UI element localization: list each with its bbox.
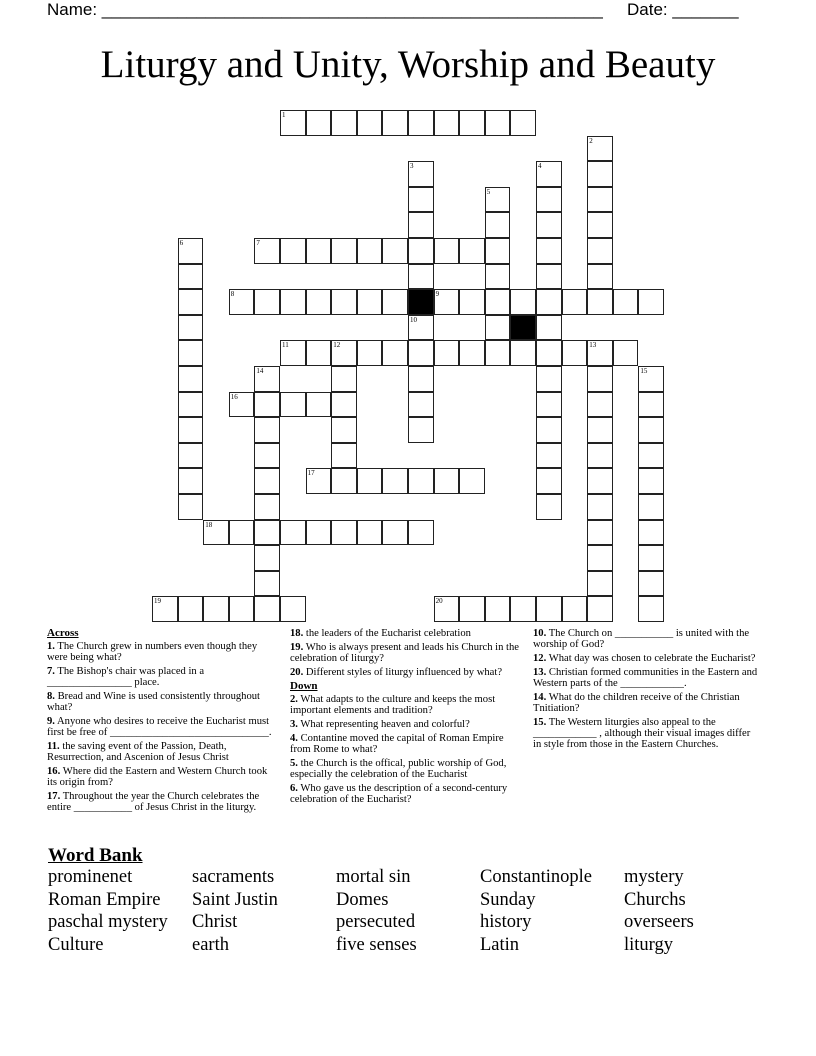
down-clue <box>290 783 526 805</box>
across-heading: Across <box>47 627 79 639</box>
clue-number: 6 <box>179 239 184 247</box>
grid-cell[interactable] <box>331 417 357 443</box>
grid-cell[interactable] <box>587 571 613 597</box>
name-line[interactable]: _____________________________________________________ <box>101 0 603 19</box>
grid-cell[interactable] <box>306 110 332 136</box>
grid-cell[interactable] <box>638 571 664 597</box>
grid-cell[interactable] <box>459 238 485 264</box>
across-clue <box>47 741 272 763</box>
puzzle-title: Liturgy and Unity, Worship and Beauty <box>100 43 716 86</box>
grid-cell[interactable] <box>638 417 664 443</box>
grid-cell[interactable] <box>178 340 204 366</box>
grid-cell[interactable] <box>280 110 306 136</box>
date-line[interactable]: _______ <box>672 0 739 19</box>
grid-cell[interactable] <box>178 238 204 264</box>
clue-text: Where did the Eastern and Western Church took its origin from? <box>47 766 268 788</box>
grid-cell[interactable] <box>587 417 613 443</box>
grid-cell[interactable] <box>638 494 664 520</box>
grid-cell[interactable] <box>331 340 357 366</box>
grid-cell[interactable] <box>638 596 664 622</box>
clue-number: 19. <box>290 642 304 653</box>
grid-cell[interactable] <box>408 187 434 213</box>
grid-cell[interactable] <box>178 443 204 469</box>
grid-cell[interactable] <box>408 417 434 443</box>
clue-number: 9 <box>435 290 440 299</box>
across-clue <box>47 716 272 738</box>
clue-text: What day was chosen to celebrate the Eucharist? <box>546 653 756 664</box>
grid-cell[interactable] <box>408 392 434 418</box>
grid-cell[interactable] <box>408 161 434 187</box>
grid-cell[interactable] <box>382 468 408 494</box>
across-clue <box>47 666 272 688</box>
grid-cell[interactable] <box>178 366 204 392</box>
grid-cell[interactable] <box>306 289 332 315</box>
grid-cell[interactable] <box>254 494 280 520</box>
clue-number: 6. <box>290 783 298 794</box>
grid-cell[interactable] <box>280 340 306 366</box>
clue-text: Who is always present and leads his Church in the celebration of liturgy? <box>290 642 520 664</box>
grid-cell[interactable] <box>254 545 280 571</box>
across-clue <box>47 766 272 788</box>
grid-cell[interactable] <box>587 545 613 571</box>
word-bank-item: Christ <box>192 912 238 933</box>
grid-cell[interactable] <box>331 443 357 469</box>
grid-cell[interactable] <box>510 596 536 622</box>
grid-cell[interactable] <box>459 340 485 366</box>
down-clue <box>533 717 761 750</box>
name-field[interactable] <box>47 0 603 20</box>
grid-cell[interactable] <box>229 520 255 546</box>
grid-cell[interactable] <box>485 289 511 315</box>
word-bank-item: Latin <box>480 935 520 956</box>
clue-number: 2 <box>589 136 593 145</box>
grid-cell[interactable] <box>587 494 613 520</box>
grid-cell[interactable] <box>587 520 613 546</box>
grid-cell[interactable] <box>280 392 306 418</box>
grid-cell[interactable] <box>562 289 588 315</box>
grid-cell[interactable] <box>254 571 280 597</box>
clue-number: 7 <box>256 239 260 247</box>
grid-cell[interactable] <box>459 596 485 622</box>
grid-cell[interactable] <box>254 417 280 443</box>
clue-number: 15. <box>533 717 547 728</box>
grid-cell[interactable] <box>382 289 408 315</box>
grid-cell[interactable] <box>306 340 332 366</box>
down-clue <box>290 733 526 755</box>
grid-cell[interactable] <box>638 443 664 469</box>
word-bank-item: mortal sin <box>336 867 411 887</box>
grid-cell[interactable] <box>306 468 332 494</box>
clue-text: The Bishop's chair was placed in a ________________ place. <box>47 666 205 688</box>
grid-cell[interactable] <box>382 340 408 366</box>
grid-cell[interactable] <box>536 596 562 622</box>
grid-cell[interactable] <box>587 392 613 418</box>
grid-cell[interactable] <box>587 187 613 213</box>
clue-text: the leaders of the Eucharist celebration <box>303 628 471 639</box>
grid-cell[interactable] <box>203 596 229 622</box>
grid-cell[interactable] <box>536 366 562 392</box>
clue-number: 3. <box>290 719 298 730</box>
grid-cell[interactable] <box>485 187 511 213</box>
grid-cell[interactable] <box>382 520 408 546</box>
grid-cell[interactable] <box>178 264 204 290</box>
shaded-cell <box>408 289 434 315</box>
grid-cell[interactable] <box>331 520 357 546</box>
grid-cell[interactable] <box>254 520 280 546</box>
down-clue <box>533 653 761 664</box>
grid-cell[interactable] <box>178 417 204 443</box>
down-clue <box>533 667 761 689</box>
clue-text: Throughout the year the Church celebrates the entire ___________ of Jesus Christ in the liturgy. <box>47 791 260 813</box>
clue-number: 9. <box>47 716 55 727</box>
word-bank-item: history <box>480 912 532 933</box>
grid-cell[interactable] <box>638 392 664 418</box>
across-clue <box>47 691 272 713</box>
name-label: Name: <box>47 0 102 19</box>
clue-text: Christian formed communities in the Eastern and Western parts of the ____________. <box>533 667 758 689</box>
word-bank-item: liturgy <box>624 935 673 956</box>
word-bank-item: Sunday <box>480 889 536 910</box>
grid-cell[interactable] <box>357 110 383 136</box>
clues-column-2 <box>290 628 526 808</box>
grid-cell[interactable] <box>357 340 383 366</box>
clue-number: 3 <box>410 162 414 171</box>
clues-column-1 <box>47 628 272 816</box>
grid-cell[interactable] <box>254 392 280 418</box>
grid-cell[interactable] <box>459 110 485 136</box>
grid-cell[interactable] <box>357 520 383 546</box>
grid-cell[interactable] <box>510 340 536 366</box>
grid-cell[interactable] <box>638 545 664 571</box>
clue-number: 12 <box>333 341 341 350</box>
clue-number: 1. <box>47 641 55 652</box>
grid-cell[interactable] <box>485 110 511 136</box>
word-bank-item: Saint Justin <box>192 889 278 910</box>
grid-cell[interactable] <box>178 596 204 622</box>
grid-cell[interactable] <box>638 520 664 546</box>
clue-text: The Church on ___________ is united with the worship of God? <box>533 628 750 650</box>
clue-number: 4. <box>290 733 298 744</box>
grid-cell[interactable] <box>459 289 485 315</box>
grid-cell[interactable] <box>408 212 434 238</box>
clue-number: 11 <box>282 341 289 350</box>
grid-cell[interactable] <box>613 289 639 315</box>
clue-number: 19 <box>154 597 161 606</box>
grid-cell[interactable] <box>536 264 562 290</box>
across-clue <box>47 641 272 663</box>
grid-cell[interactable] <box>280 520 306 546</box>
clue-number: 11. <box>47 741 60 752</box>
grid-cell[interactable] <box>382 238 408 264</box>
clue-number: 16. <box>47 766 61 777</box>
grid-cell[interactable] <box>485 315 511 341</box>
clue-number: 13. <box>533 667 547 678</box>
clue-number: 1 <box>282 111 286 119</box>
grid-cell[interactable] <box>331 366 357 392</box>
grid-cell[interactable] <box>485 212 511 238</box>
clues-column-3 <box>533 628 761 753</box>
grid-cell[interactable] <box>536 417 562 443</box>
across-clue <box>290 642 526 664</box>
grid-cell[interactable] <box>357 238 383 264</box>
clue-number: 10. <box>533 628 547 639</box>
grid-cell[interactable] <box>229 392 255 418</box>
word-bank <box>48 866 768 957</box>
clue-number: 2. <box>290 694 298 705</box>
clue-number: 20 <box>435 597 443 606</box>
clue-number: 8. <box>47 691 55 702</box>
clue-number: 18. <box>290 628 304 639</box>
down-heading: Down <box>290 680 318 692</box>
grid-cell[interactable] <box>587 596 613 622</box>
grid-cell[interactable] <box>536 340 562 366</box>
word-bank-item: Domes <box>336 889 389 910</box>
grid-cell[interactable] <box>587 366 613 392</box>
down-clue <box>290 719 526 730</box>
clue-number: 16 <box>230 392 238 401</box>
grid-cell[interactable] <box>408 340 434 366</box>
grid-cell[interactable] <box>178 315 204 341</box>
clue-text: The Western liturgies also appeal to the ____________ , although their visual images differ in style from those in the Eastern Churches. <box>533 717 751 750</box>
clue-number: 12. <box>533 653 547 664</box>
grid-cell[interactable] <box>408 315 434 341</box>
grid-cell[interactable] <box>434 110 460 136</box>
clue-number: 13 <box>589 341 597 350</box>
grid-cell[interactable] <box>587 340 613 366</box>
grid-cell[interactable] <box>280 289 306 315</box>
grid-cell[interactable] <box>331 238 357 264</box>
grid-cell[interactable] <box>434 238 460 264</box>
grid-cell[interactable] <box>536 392 562 418</box>
grid-cell[interactable] <box>485 340 511 366</box>
grid-cell[interactable] <box>306 238 332 264</box>
word-bank-item: overseers <box>624 912 694 933</box>
grid-cell[interactable] <box>203 520 229 546</box>
grid-cell[interactable] <box>178 392 204 418</box>
grid-cell[interactable] <box>434 596 460 622</box>
grid-cell[interactable] <box>178 468 204 494</box>
word-bank-item: persecuted <box>336 912 416 933</box>
grid-cell[interactable] <box>613 340 639 366</box>
clue-text: The Church grew in numbers even though they were being what? <box>47 641 258 663</box>
grid-cell[interactable] <box>408 366 434 392</box>
clue-number: 15 <box>640 367 648 375</box>
grid-cell[interactable] <box>510 289 536 315</box>
word-bank-item: Churchs <box>624 889 686 910</box>
down-clue <box>290 758 526 780</box>
grid-cell[interactable] <box>280 238 306 264</box>
grid-cell[interactable] <box>280 596 306 622</box>
clue-text: Contantine moved the capital of Roman Empire from Rome to what? <box>290 733 504 755</box>
shaded-cell <box>510 315 536 341</box>
clue-text: Anyone who desires to receive the Eucharist must first be free of ______________________________. <box>47 716 272 738</box>
clue-number: 8 <box>230 290 235 299</box>
grid-cell[interactable] <box>229 289 255 315</box>
clue-number: 14. <box>533 692 547 703</box>
grid-cell[interactable] <box>536 494 562 520</box>
grid-cell[interactable] <box>178 289 204 315</box>
grid-cell[interactable] <box>408 520 434 546</box>
grid-cell[interactable] <box>587 289 613 315</box>
grid-cell[interactable] <box>254 596 280 622</box>
grid-cell[interactable] <box>357 468 383 494</box>
grid-cell[interactable] <box>638 468 664 494</box>
across-clue <box>290 667 526 678</box>
word-bank-item: five senses <box>336 935 417 956</box>
grid-cell[interactable] <box>229 596 255 622</box>
grid-cell[interactable] <box>331 289 357 315</box>
down-clue <box>533 692 761 714</box>
grid-cell[interactable] <box>536 238 562 264</box>
grid-cell[interactable] <box>254 468 280 494</box>
clue-number: 5. <box>290 758 298 769</box>
grid-cell[interactable] <box>562 340 588 366</box>
grid-cell[interactable] <box>485 238 511 264</box>
grid-cell[interactable] <box>408 468 434 494</box>
word-bank-item: paschal mystery <box>48 912 168 933</box>
grid-cell[interactable] <box>434 289 460 315</box>
clue-number: 4 <box>538 162 542 171</box>
across-clue <box>290 628 526 639</box>
grid-cell[interactable] <box>587 238 613 264</box>
clue-number: 17. <box>47 791 61 802</box>
clue-number: 5 <box>486 187 491 196</box>
grid-cell[interactable] <box>408 110 434 136</box>
clue-text: Bread and Wine is used consistently throughout what? <box>47 691 260 713</box>
grid-cell[interactable] <box>587 264 613 290</box>
clue-number: 18 <box>205 520 213 529</box>
date-field[interactable] <box>627 0 739 20</box>
word-bank-item: sacraments <box>192 867 275 887</box>
word-bank-item: Constantinople <box>480 867 593 887</box>
grid-cell[interactable] <box>254 289 280 315</box>
word-bank-item: earth <box>192 935 229 956</box>
word-bank-item: Roman Empire <box>48 889 161 910</box>
grid-cell[interactable] <box>587 161 613 187</box>
clue-number: 7. <box>47 666 55 677</box>
grid-cell[interactable] <box>459 468 485 494</box>
grid-cell[interactable] <box>306 392 332 418</box>
grid-cell[interactable] <box>587 136 613 162</box>
grid-cell[interactable] <box>152 596 178 622</box>
word-bank-item: prominenet <box>48 867 133 887</box>
grid-cell[interactable] <box>562 596 588 622</box>
grid-cell[interactable] <box>254 366 280 392</box>
clue-text: Different styles of liturgy influenced by what? <box>303 667 503 678</box>
grid-cell[interactable] <box>331 468 357 494</box>
grid-cell[interactable] <box>485 264 511 290</box>
clue-text: What adapts to the culture and keeps the most important elements and tradition? <box>290 694 496 716</box>
grid-cell[interactable] <box>434 468 460 494</box>
grid-cell[interactable] <box>408 264 434 290</box>
grid-cell[interactable] <box>638 289 664 315</box>
clue-number: 14 <box>256 367 264 375</box>
grid-cell[interactable] <box>536 315 562 341</box>
grid-cell[interactable] <box>510 110 536 136</box>
word-bank-title: Word Bank <box>48 845 143 866</box>
grid-cell[interactable] <box>434 340 460 366</box>
clue-number: 17 <box>307 469 315 478</box>
grid-cell[interactable] <box>357 289 383 315</box>
grid-cell[interactable] <box>536 212 562 238</box>
down-clue <box>290 694 526 716</box>
grid-cell[interactable] <box>587 443 613 469</box>
grid-cell[interactable] <box>587 468 613 494</box>
word-bank-item: mystery <box>624 867 684 887</box>
grid-cell[interactable] <box>331 392 357 418</box>
clue-text: the Church is the offical, public worship of God, especially the celebration of the Eucharist <box>290 758 507 780</box>
clue-text: What representing heaven and colorful? <box>297 719 470 730</box>
grid-cell[interactable] <box>536 468 562 494</box>
clue-number: 10 <box>410 315 417 324</box>
word-bank-item: Culture <box>48 935 104 956</box>
grid-cell[interactable] <box>587 212 613 238</box>
grid-cell[interactable] <box>306 520 332 546</box>
grid-cell[interactable] <box>536 289 562 315</box>
grid-cell[interactable] <box>485 596 511 622</box>
clue-text: Who gave us the description of a second-century celebration of the Eucharist? <box>290 783 508 805</box>
grid-cell[interactable] <box>408 238 434 264</box>
clue-text: What do the children receive of the Christian Tnitiation? <box>533 692 740 714</box>
grid-cell[interactable] <box>536 443 562 469</box>
grid-cell[interactable] <box>254 238 280 264</box>
grid-cell[interactable] <box>638 366 664 392</box>
grid-cell[interactable] <box>331 110 357 136</box>
grid-cell[interactable] <box>536 187 562 213</box>
grid-cell[interactable] <box>536 161 562 187</box>
date-label: Date: <box>627 0 673 19</box>
grid-cell[interactable] <box>178 494 204 520</box>
grid-cell[interactable] <box>254 443 280 469</box>
across-clue <box>47 791 272 813</box>
clue-number: 20. <box>290 667 304 678</box>
grid-cell[interactable] <box>382 110 408 136</box>
down-clue <box>533 628 761 650</box>
clue-text: the saving event of the Passion, Death, Resurrection, and Ascenion of Jesus Christ <box>47 741 229 763</box>
